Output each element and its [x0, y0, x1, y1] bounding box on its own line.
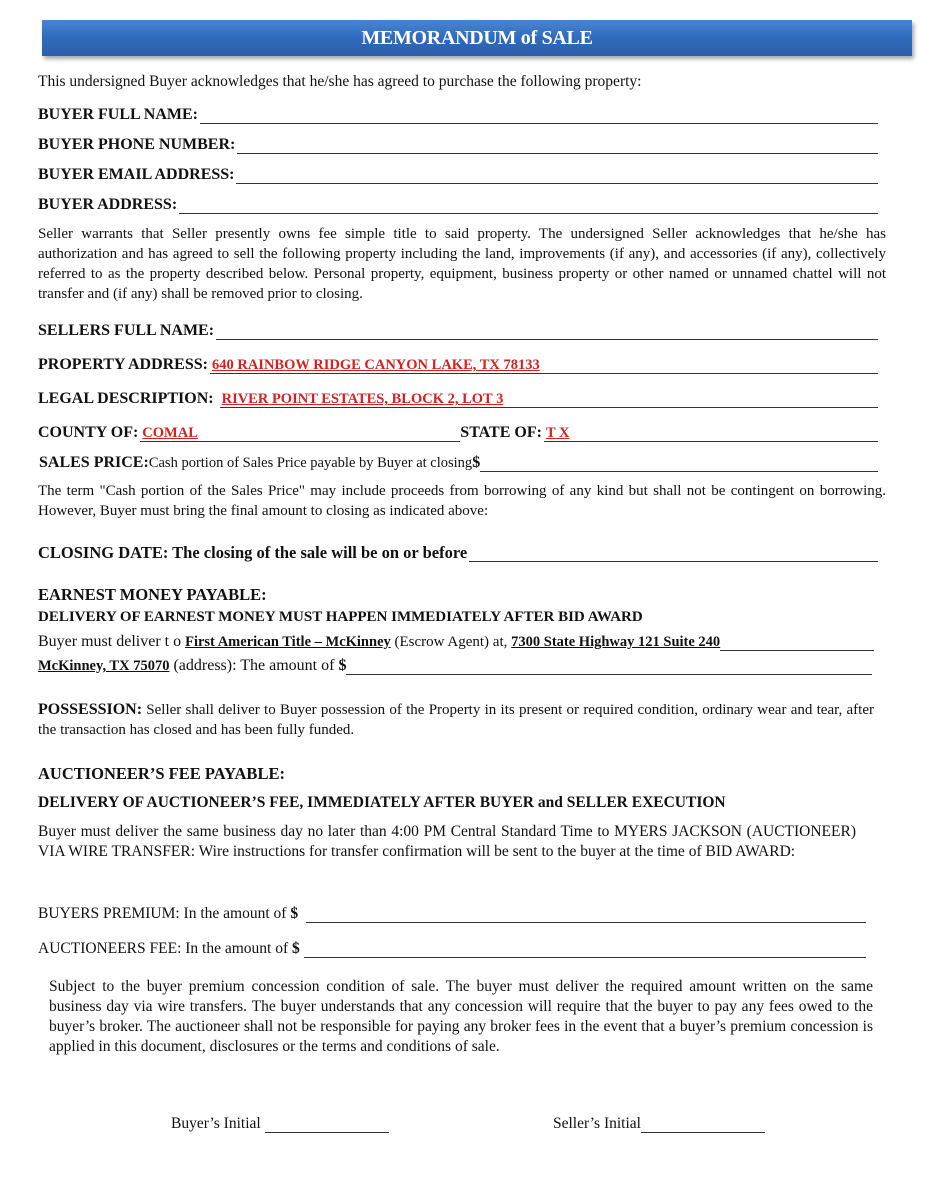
- auctioneers-fee-label: AUCTIONEERS FEE: In the amount of: [38, 940, 293, 957]
- buyer-email-label: BUYER EMAIL ADDRESS:: [38, 166, 235, 183]
- concession-note: Subject to the buyer premium concession condition of sale. The buyer must deliver the required amount written on the same business day via wire transfers. The buyer understands that any concession will require that the buyer to pay any fees owed to the buyer’s broker. The auctioneer shall not be responsible for paying any broker fees in the event that a buyer’s premium concession is applied in this document, disclosures or the terms and conditions of sale.: [49, 978, 873, 1055]
- sellers-full-name-field[interactable]: [38, 318, 878, 340]
- buyer-phone-input[interactable]: [237, 137, 878, 154]
- document-title: MEMORANDUM of SALE: [361, 26, 593, 49]
- sellers-full-name-input[interactable]: [216, 323, 878, 340]
- buyers-premium-label: BUYERS PREMIUM: In the amount of: [38, 905, 291, 922]
- buyer-phone-label: BUYER PHONE NUMBER:: [38, 136, 236, 153]
- state-value: T X: [545, 425, 570, 441]
- county-input[interactable]: [140, 425, 460, 442]
- county-state-row: [38, 420, 878, 442]
- sales-price-label: SALES PRICE:: [39, 454, 149, 471]
- auctioneer-fee-heading: AUCTIONEER’S FEE PAYABLE:: [38, 764, 285, 783]
- property-address-value: 640 RAINBOW RIDGE CANYON LAKE, TX 78133: [211, 357, 540, 373]
- sales-price-field[interactable]: [38, 450, 878, 472]
- legal-description-field[interactable]: [38, 386, 878, 408]
- buyer-address-input[interactable]: [179, 197, 878, 214]
- property-address-field[interactable]: [38, 352, 878, 374]
- seller-initial-field[interactable]: [553, 1115, 765, 1133]
- buyer-initial-input[interactable]: [265, 1118, 389, 1133]
- state-label: STATE OF:: [460, 424, 542, 441]
- document-title-banner: [42, 20, 912, 56]
- escrow-agent: First American Title – McKinney: [185, 634, 391, 650]
- possession-paragraph: POSSESSION: Seller shall deliver to Buyer possession of the Property in its present or required condition, ordinary wear and tear, after the transaction has closed and has been fully funded.: [38, 701, 874, 738]
- buyer-initial-label: Buyer’s Initial: [171, 1115, 265, 1132]
- buyer-full-name-field[interactable]: [38, 102, 878, 124]
- county-label: COUNTY OF:: [38, 424, 139, 441]
- auctioneer-fee-subheading: DELIVERY OF AUCTIONEER’S FEE, IMMEDIATELY AFTER BUYER and SELLER EXECUTION: [38, 794, 726, 811]
- closing-date-input[interactable]: [469, 545, 878, 562]
- possession-label: POSSESSION:: [38, 701, 143, 718]
- closing-date-field[interactable]: [38, 540, 878, 562]
- buyer-address-label: BUYER ADDRESS:: [38, 196, 178, 213]
- sales-price-text: Cash portion of Sales Price payable by Buyer at closing: [148, 455, 473, 471]
- legal-description-label: LEGAL DESCRIPTION:: [38, 390, 214, 407]
- auctioneer-instructions: Buyer must deliver the same business day no later than 4:00 PM Central Standard Time to MYERS JACKSON (AUCTIONEER) VIA WIRE TRANSFER: Wire instructions for transfer confirmation will be sent to the buyer at the time of BID AWARD:: [38, 823, 856, 860]
- escrow-address-line1: 7300 State Highway 121 Suite 240: [511, 634, 721, 650]
- buyer-initial-field[interactable]: [171, 1115, 389, 1133]
- buyer-address-field[interactable]: [38, 192, 878, 214]
- seller-initial-label: Seller’s Initial: [553, 1115, 641, 1132]
- earnest-money-line1: Buyer must deliver t o First American Title – McKinney (Escrow Agent) at, 7300 State Highway 121 Suite 240: [38, 633, 874, 651]
- buyer-email-input[interactable]: [236, 167, 878, 184]
- property-address-input[interactable]: [210, 357, 878, 374]
- county-value: COMAL: [142, 425, 198, 441]
- sellers-full-name-label: SELLERS FULL NAME:: [38, 322, 215, 339]
- state-input[interactable]: [544, 425, 878, 442]
- earnest-money-line2: McKinney, TX 75070 (address): The amount of $: [38, 657, 872, 675]
- seller-warranty-paragraph: Seller warrants that Seller presently owns fee simple title to said property. The undersigned Seller acknowledges that he/she has authorization and has agreed to sell the following property including the land, improvements (if any), and accessories (if any), collectively referred to as the property described below. Personal property, equipment, business property or other named or unnamed chattel will not transfer and (if any) shall be removed prior to closing.: [38, 226, 886, 302]
- auctioneers-fee-input[interactable]: [304, 943, 866, 958]
- intro-text: This undersigned Buyer acknowledges that he/she has agreed to purchase the following property:: [38, 73, 642, 90]
- cash-term-note: The term "Cash portion of the Sales Price" may include proceeds from borrowing of any kind but shall not be contingent on borrowing. However, Buyer must bring the final amount to closing as indicated above:: [38, 483, 886, 519]
- legal-description-value: RIVER POINT ESTATES, BLOCK 2, LOT 3: [221, 391, 504, 407]
- buyer-full-name-label: BUYER FULL NAME:: [38, 106, 199, 123]
- property-address-label: PROPERTY ADDRESS:: [38, 356, 208, 373]
- auctioneers-fee-field[interactable]: AUCTIONEERS FEE: In the amount of $: [38, 940, 866, 958]
- buyers-premium-input[interactable]: [306, 908, 866, 923]
- sales-price-currency: $: [472, 454, 481, 471]
- earnest-money-amount-input[interactable]: [346, 660, 872, 675]
- closing-date-label: CLOSING DATE: The closing of the sale will be on or before: [38, 543, 468, 562]
- buyer-full-name-input[interactable]: [200, 107, 878, 124]
- buyer-email-field[interactable]: [38, 162, 878, 184]
- earnest-money-subheading: DELIVERY OF EARNEST MONEY MUST HAPPEN IMMEDIATELY AFTER BID AWARD: [38, 609, 643, 625]
- sales-price-input[interactable]: [480, 455, 878, 472]
- earnest-money-heading: EARNEST MONEY PAYABLE:: [38, 585, 267, 604]
- legal-description-input[interactable]: [220, 391, 878, 408]
- buyer-phone-field[interactable]: [38, 132, 878, 154]
- buyers-premium-field[interactable]: BUYERS PREMIUM: In the amount of $: [38, 905, 866, 923]
- escrow-address-line2: McKinney, TX 75070: [38, 658, 170, 674]
- seller-initial-input[interactable]: [641, 1118, 765, 1133]
